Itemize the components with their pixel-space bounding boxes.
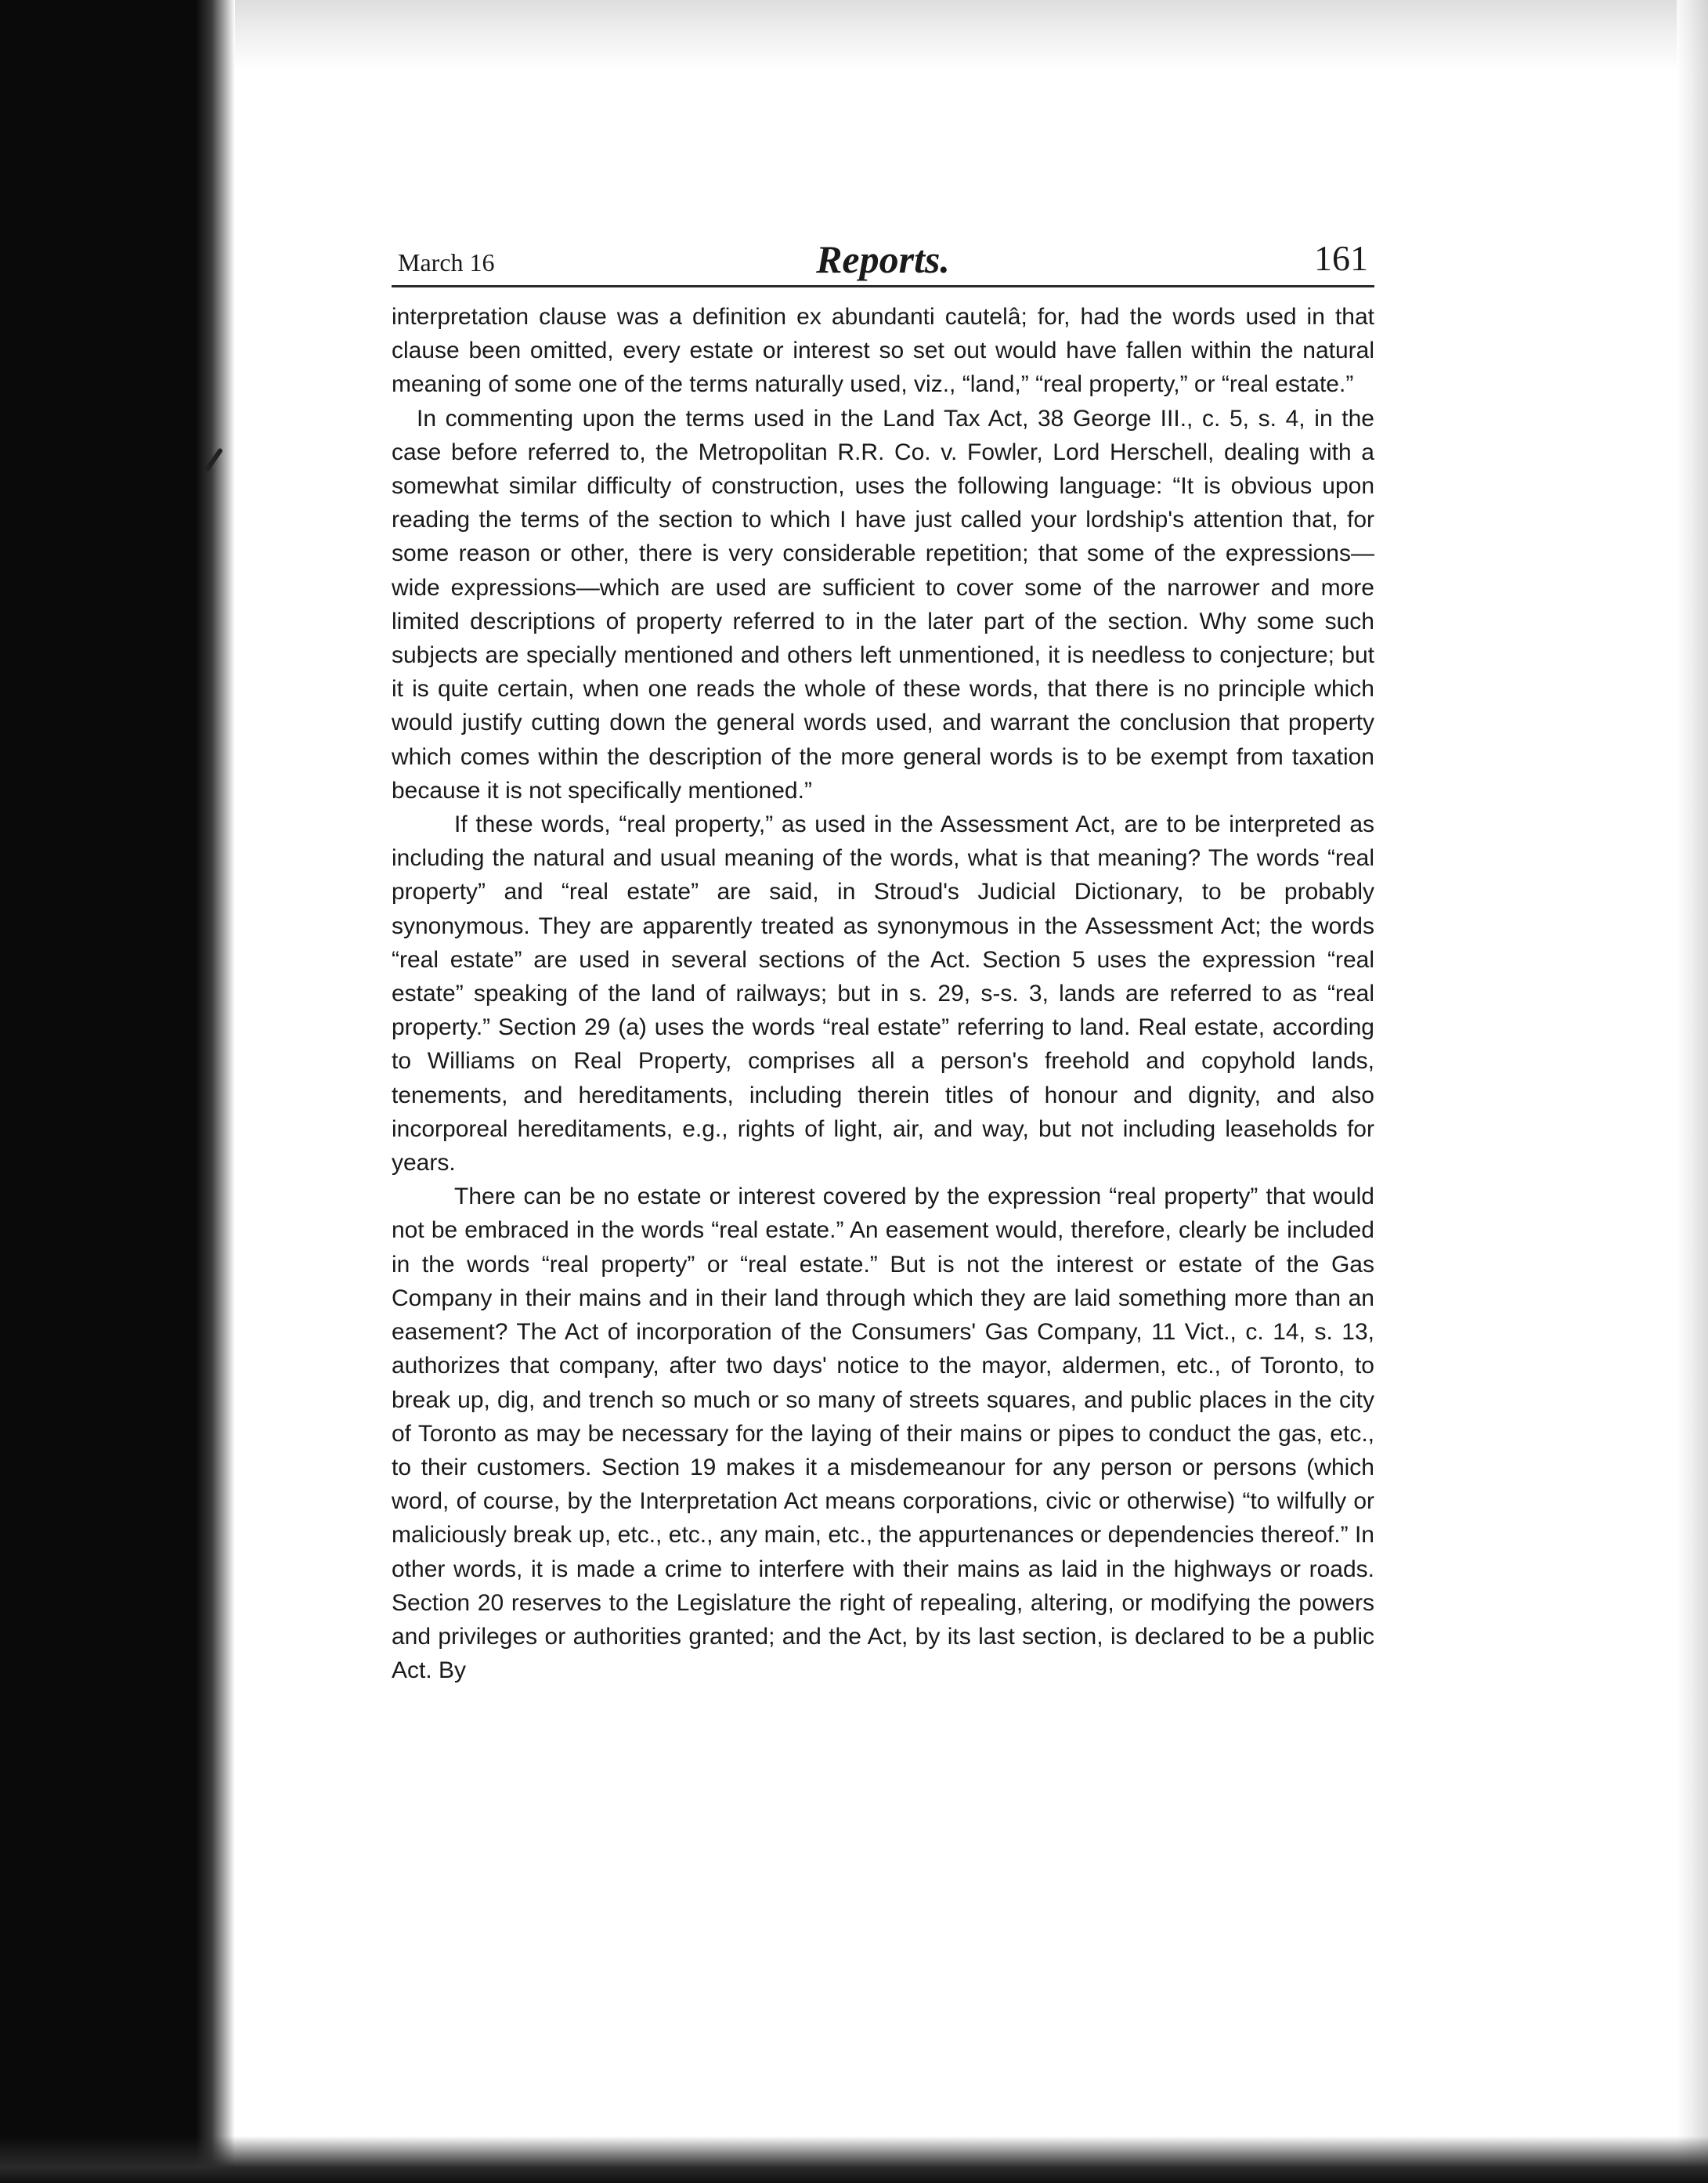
scan-edge-right: [1677, 0, 1708, 2183]
paragraph-1: interpretation clause was a definition ex abundanti cautelâ; for, had the words used in that clause been omitted, every estate or interest so set out would have fallen within the natural meaning of some one of the terms naturally used, viz., “land,” “real property,” or “real estate.”: [392, 304, 1374, 398]
page: [392, 235, 1374, 1687]
page-body: [392, 300, 1374, 1687]
scan-edge-top: [0, 0, 1708, 70]
paragraph-3: If these words, “real property,” as used in the Assessment Act, are to be interpreted as including the natural and usual meaning of the words, what is that meaning? The words “real property” and “real estate” are said, in Stroud's Judicial Dictionary, to be probably synonymous. They are apparently treated as synonymous in the Assessment Act; the words “real estate” are used in several sections of the Act. Section 5 uses the expression “real estate” speaking of the land of railways; but in s. 29, s-s. 3, lands are referred to as “real property.” Section 29 (a) uses the words “real estate” referring to land. Real estate, according to Williams on Real Property, comprises all a person's freehold and copyhold lands, tenements, and hereditaments, including therein titles of honour and dignity, and also incorporeal hereditaments, e.g., rights of light, air, and way, but not including leaseholds for years.: [392, 811, 1374, 1176]
paragraph-2: In commenting upon the terms used in the Land Tax Act, 38 George III., c. 5, s. 4, in the case before referred to, the Metropolitan R.R. Co. v. Fowler, Lord Herschell, dealing with a somewhat similar difficulty of construction, uses the following language: “It is obvious upon reading the terms of the section to which I have just called your lordship's attention that, for some reason or other, there is very considerable repetition; that some of the expressions—wide expressions—which are used are sufficient to cover some of the narrower and more limited descriptions of property referred to in the later part of the section. Why some such subjects are specially mentioned and others left unmentioned, it is needless to conjecture; but it is quite certain, when one reads the whole of these words, that there is no principle which would justify cutting down the general words used, and warrant the conclusion that property which comes within the description of the more general words is to be exempt from taxation because it is not specifically mentioned.”: [392, 405, 1374, 804]
header-date: March 16: [398, 248, 495, 276]
scan-edge-bottom: [0, 2136, 1708, 2183]
page-number: 161: [1314, 238, 1368, 278]
running-header: [392, 235, 1374, 287]
paragraph-4: There can be no estate or interest covered by the expression “real property” that would not be embraced in the words “real estate.” An easement would, therefore, clearly be included in the words “real property” or “real estate.” But is not the interest or estate of the Gas Company in their mains and in their land through which they are laid something more than an easement? The Act of incorporation of the Consumers' Gas Company, 11 Vict., c. 14, s. 13, authorizes that company, after two days' notice to the mayor, aldermen, etc., of Toronto, to break up, dig, and trench so much or so many of streets squares, and public places in the city of Toronto as may be necessary for the laying of their mains or pipes to conduct the gas, etc., to their customers. Section 19 makes it a misdemeanour for any person or persons (which word, of course, by the Interpretation Act means corporations, civic or otherwise) “to wilfully or maliciously break up, etc., etc., any main, etc., the appurtenances or dependencies thereof.” In other words, it is made a crime to interfere with their mains as laid in the highways or roads. Section 20 reserves to the Legislature the right of repealing, altering, or modifying the powers and privileges or authorities granted; and the Act, by its last section, is declared to be a public Act. By: [392, 1184, 1374, 1684]
scan-edge-left: [0, 0, 235, 2183]
header-title: Reports.: [816, 237, 950, 281]
